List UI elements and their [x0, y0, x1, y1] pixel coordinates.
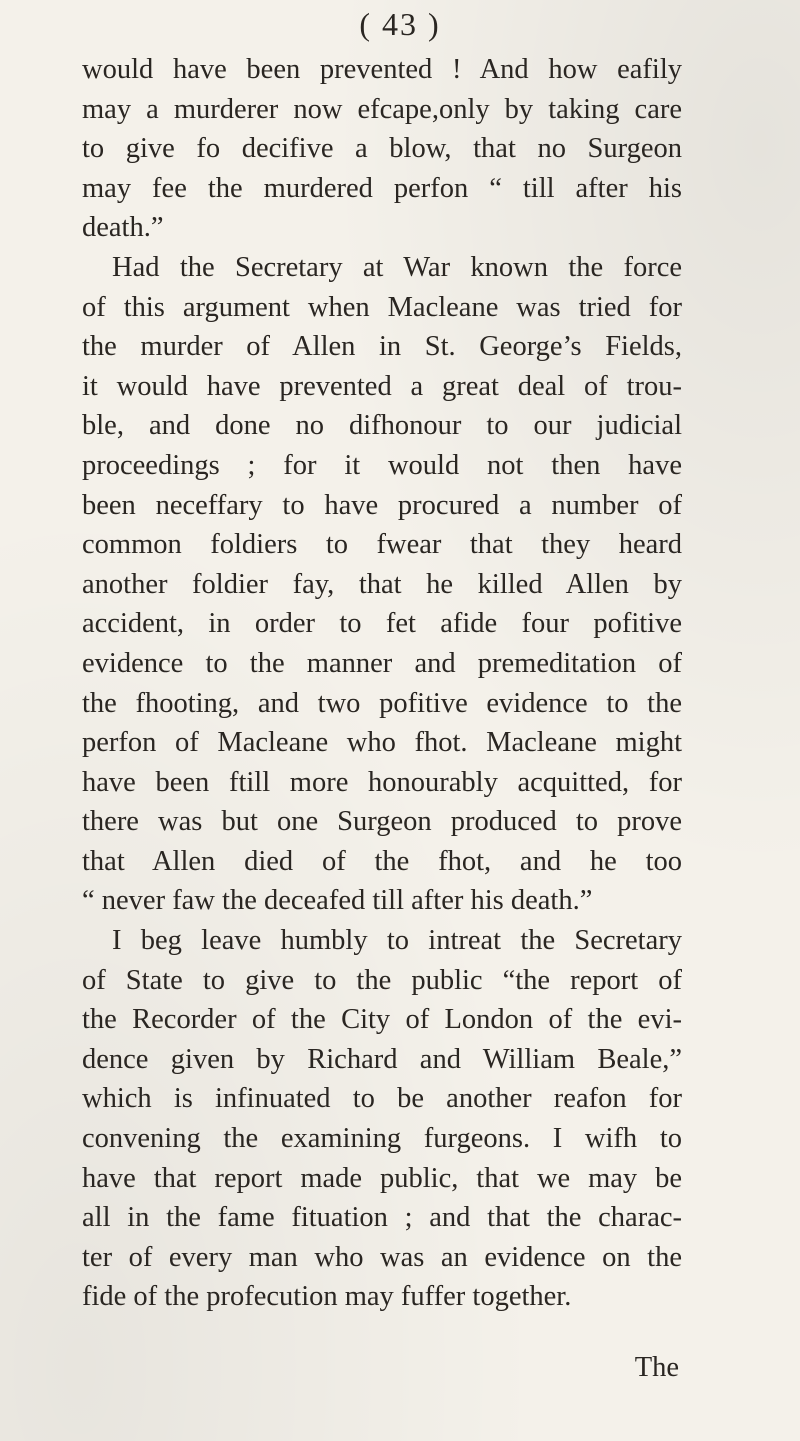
- text-line: ter of every man who was an evidence on the: [82, 1241, 682, 1273]
- text-line: the fhooting, and two pofitive evidence to the: [82, 687, 682, 719]
- text-line: would have been prevented ! And how eafily: [82, 54, 682, 85]
- text-line: which is infinuated to be another reafon for: [82, 1083, 682, 1115]
- text-line: all in the fame fituation ; and that the charac-: [82, 1202, 682, 1234]
- text-line: another foldier fay, that he killed Allen by: [82, 568, 682, 600]
- text-line: perfon of Macleane who fhot. Macleane might: [82, 727, 682, 759]
- text-line: have that report made public, that we may be: [82, 1162, 682, 1194]
- page-number-header: ( 43 ): [359, 6, 441, 42]
- text-line: of this argument when Macleane was tried for: [82, 291, 682, 323]
- text-line: accident, in order to fet afide four pofitive: [82, 608, 682, 640]
- catchword: The: [634, 1352, 679, 1383]
- text-line: been neceffary to have procured a number of: [82, 489, 682, 521]
- body-text: [82, 50, 682, 1317]
- text-line: the murder of Allen in St. George’s Fields,: [82, 331, 682, 363]
- text-line: proceedings ; for it would not then have: [82, 449, 682, 481]
- text-line: common foldiers to fwear that they heard: [82, 529, 682, 561]
- text-line: convening the examining furgeons. I wifh to: [82, 1123, 682, 1155]
- text-line: I beg leave humbly to intreat the Secretary: [112, 925, 682, 957]
- text-line: to give fo decifive a blow, that no Surgeon: [82, 133, 682, 165]
- text-line: “ never faw the deceafed till after his death.”: [82, 885, 593, 917]
- text-line: evidence to the manner and premeditation of: [82, 647, 682, 679]
- text-line: fide of the profecution may fuffer together.: [82, 1281, 572, 1313]
- text-line: may a murderer now efcape,only by taking care: [82, 93, 682, 125]
- text-line: there was but one Surgeon produced to prove: [82, 806, 682, 838]
- text-line: that Allen died of the fhot, and he too: [82, 845, 682, 877]
- text-line: dence given by Richard and William Beale,”: [82, 1043, 682, 1075]
- text-line: Had the Secretary at War known the force: [112, 251, 682, 283]
- text-line: ble, and done no difhonour to our judicial: [82, 410, 682, 442]
- text-line: have been ftill more honourably acquitted, for: [82, 766, 682, 798]
- text-line: the Recorder of the City of London of the evi-: [82, 1004, 682, 1036]
- text-line: of State to give to the public “the report of: [82, 964, 682, 996]
- text-line: death.”: [82, 212, 164, 244]
- text-line: may fee the murdered perfon “ till after his: [82, 172, 682, 204]
- text-line: it would have prevented a great deal of trou-: [82, 370, 682, 402]
